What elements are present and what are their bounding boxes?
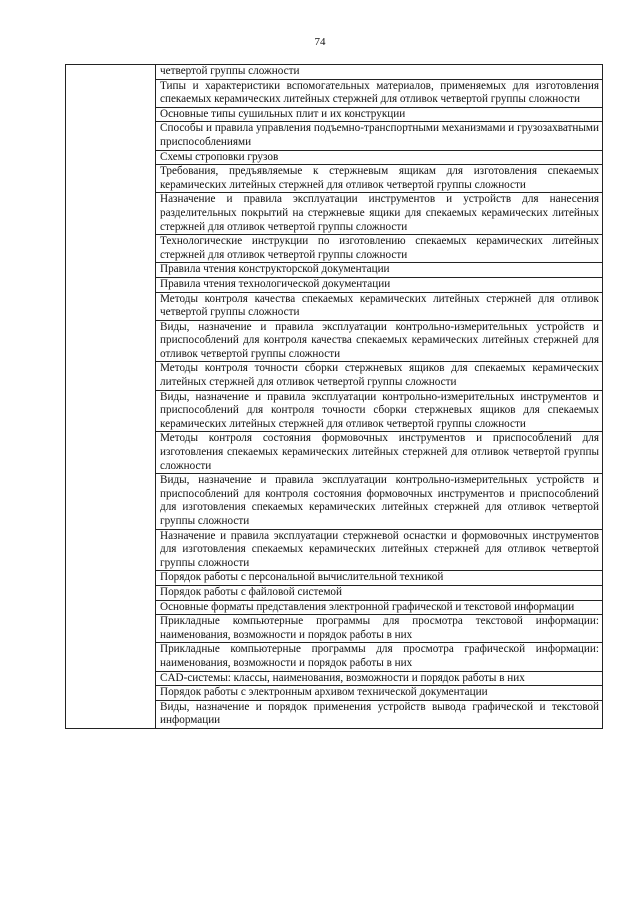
table-cell: Технологические инструкции по изготовлению спекаемых керамических литейных стержней для отливок четвертой группы сложности <box>156 235 603 263</box>
table-cell: Правила чтения технологической документации <box>156 277 603 292</box>
table-cell: Схемы строповки грузов <box>156 150 603 165</box>
table-row <box>66 65 603 80</box>
table-cell: Основные типы сушильных плит и их конструкции <box>156 107 603 122</box>
table-cell: Виды, назначение и правила эксплуатации контрольно-измерительных устройств и приспособлений для контроля состояния формовочных инструментов и приспособлений для изготовления спекаемых керамических литейных стержней для отливок четвертой группы сложности <box>156 474 603 529</box>
table-cell: Требования, предъявляемые к стержневым ящикам для изготовления спекаемых керамических литейных стержней для отливок четвертой группы сложности <box>156 165 603 193</box>
table-cell: Порядок работы с персональной вычислительной техникой <box>156 571 603 586</box>
table-cell: Способы и правила управления подъемно-транспортными механизмами и грузозахватными приспособлениями <box>156 122 603 150</box>
table-cell: Назначение и правила эксплуатации стержневой оснастки и формовочных инструментов для изготовления спекаемых керамических литейных стержней для отливок четвертой группы сложности <box>156 529 603 571</box>
table-cell: Прикладные компьютерные программы для просмотра текстовой информации: наименования, возможности и порядок работы в них <box>156 615 603 643</box>
page-number: 74 <box>314 36 326 48</box>
knowledge-table <box>65 64 603 729</box>
table-cell: Прикладные компьютерные программы для просмотра графической информации: наименования, возможности и порядок работы в них <box>156 643 603 671</box>
table-cell: Назначение и правила эксплуатации инструментов и устройств для нанесения разделительных покрытий на стержневые ящики для спекаемых керамических литейных стержней для отливок четвертой группы сложности <box>156 193 603 235</box>
table-cell: Виды, назначение и порядок применения устройств вывода графической и текстовой информации <box>156 700 603 728</box>
table-cell: Виды, назначение и правила эксплуатации контрольно-измерительных устройств и приспособлений для контроля качества спекаемых керамических литейных стержней для отливок четвертой группы сложности <box>156 320 603 362</box>
label-column-cell <box>66 65 156 729</box>
table-cell: Правила чтения конструкторской документации <box>156 263 603 278</box>
table-cell: Методы контроля точности сборки стержневых ящиков для спекаемых керамических литейных стержней для отливок четвертой группы сложности <box>156 362 603 390</box>
table-cell: Порядок работы с электронным архивом технической документации <box>156 686 603 701</box>
table-cell: Порядок работы с файловой системой <box>156 585 603 600</box>
table-cell: Основные форматы представления электронной графической и текстовой информации <box>156 600 603 615</box>
table-cell: Типы и характеристики вспомогательных материалов, применяемых для изготовления спекаемых керамических литейных стержней для отливок четвертой группы сложности <box>156 79 603 107</box>
knowledge-table-body <box>66 65 603 729</box>
table-cell: Методы контроля качества спекаемых керамических литейных стержней для отливок четвертой группы сложности <box>156 292 603 320</box>
table-cell: CAD-системы: классы, наименования, возможности и порядок работы в них <box>156 671 603 686</box>
table-cell: Виды, назначение и правила эксплуатации контрольно-измерительных инструментов и приспособлений для контроля точности сборки стержневых ящиков для спекаемых керамических литейных стержней для отливок четвертой группы сложности <box>156 390 603 432</box>
table-cell: Методы контроля состояния формовочных инструментов и приспособлений для изготовления спекаемых керамических литейных стержней для отливок четвертой группы сложности <box>156 432 603 474</box>
table-cell: четвертой группы сложности <box>156 65 603 80</box>
